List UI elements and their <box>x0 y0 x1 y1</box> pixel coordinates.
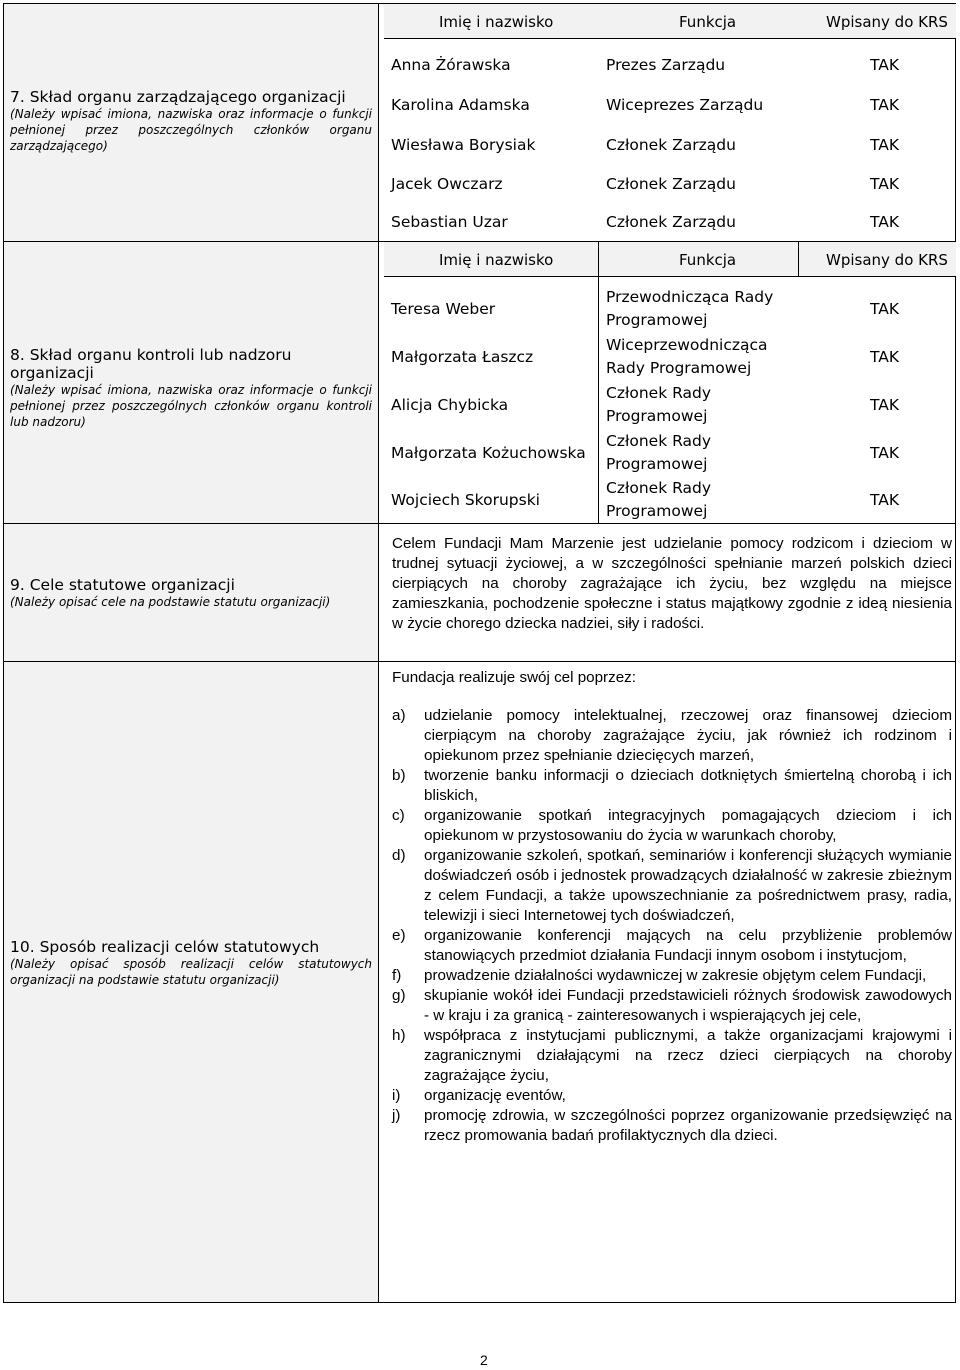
member-function-line1: Członek Rady <box>606 384 712 402</box>
member-krs: TAK <box>870 56 900 74</box>
header-function: Funkcja <box>679 251 737 269</box>
member-name: Anna Żórawska <box>391 56 511 74</box>
list-letter: a) <box>392 707 406 724</box>
member-krs: TAK <box>870 96 900 114</box>
section-7-table-header <box>384 4 956 39</box>
section-7-note: (Należy wpisać imiona, nazwiska oraz informacje o funkcji pełnionej przez poszczególnych członków organu zarządzającego) <box>10 107 372 153</box>
list-text: współpraca z instytucjami publicznymi, a także organizacjami krajowymi i zagranicznymi działającymi na rzecz dzieci cierpiących na choroby zagrażające życiu, <box>424 1027 952 1084</box>
list-letter: h) <box>392 1027 406 1044</box>
member-function-line1: Wiceprzewodnicząca <box>606 336 768 354</box>
section-10-row <box>3 661 956 1303</box>
list-letter: i) <box>392 1087 401 1104</box>
section-10-title: 10. Sposób realizacji celów statutowych <box>10 938 320 956</box>
header-function: Funkcja <box>679 13 737 31</box>
member-function-line2: Programowej <box>606 407 708 425</box>
goals-text: Celem Fundacji Mam Marzenie jest udzielanie pomocy rodzicom i dzieciom w trudnej sytuacji życiowej, a w szczególności spełnianie marzeń polskich dzieci cierpiących na choroby zagrażające ich życiu, bez względu na miejsce zamieszkania, pochodzenie społeczne i status majątkowy zgodnie z ideą niesienia w życie chorego dziecka nadziei, siły i radości. <box>392 535 952 632</box>
section-10-content <box>384 662 956 1302</box>
list-letter: d) <box>392 847 406 864</box>
list-item <box>392 1026 952 1086</box>
list-text: organizowanie spotkań integracyjnych pomagających dzieciom i ich opiekunom w przystosowaniu do życia w warunkach choroby, <box>424 807 952 844</box>
list-text: prowadzenie działalności wydawniczej w zakresie objętym celem Fundacji, <box>424 967 927 984</box>
list-item <box>392 766 952 806</box>
member-name: Sebastian Uzar <box>391 213 508 231</box>
list-item <box>392 846 952 926</box>
list-text: skupianie wokół idei Fundacji przedstawicieli różnych środowisk zawodowych - w kraju i za granicą - zainteresowanych i wspierających jej cele, <box>424 987 952 1024</box>
list-item <box>392 926 952 966</box>
methods-intro: Fundacja realizuje swój cel poprzez: <box>392 669 636 686</box>
list-text: organizowanie szkoleń, spotkań, seminariów i konferencji służących wymianie doświadczeń osób i jednostek prowadzących działalność w zakresie zbieżnym z celem Fundacji, a także upowszechnianie za pośrednictwem prasy, radia, telewizji i sieci Internetowej tych doświadczeń, <box>424 847 952 924</box>
member-function-line2: Programowej <box>606 502 708 520</box>
member-function-line1: Członek Rady <box>606 479 712 497</box>
member-name: Wojciech Skorupski <box>391 491 540 509</box>
member-function-line2: Rady Programowej <box>606 359 752 377</box>
list-item <box>392 986 952 1026</box>
member-krs: TAK <box>870 175 900 193</box>
section-8-table-header <box>384 242 956 277</box>
member-krs: TAK <box>870 348 900 366</box>
member-function-line2: Programowej <box>606 311 708 329</box>
member-krs: TAK <box>870 213 900 231</box>
section-9-title: 9. Cele statutowe organizacji <box>10 576 235 594</box>
section-7-label-cell <box>3 4 379 242</box>
list-item <box>392 1106 952 1146</box>
list-letter: g) <box>392 987 406 1004</box>
list-item <box>392 806 952 846</box>
list-item <box>392 966 952 986</box>
section-10-label-cell <box>3 662 379 1302</box>
header-name: Imię i nazwisko <box>439 13 554 31</box>
section-9-note: (Należy opisać cele na podstawie statutu organizacji) <box>10 595 331 609</box>
list-letter: f) <box>392 967 402 984</box>
list-text: tworzenie banku informacji o dzieciach dotkniętych śmiertelną chorobą i ich bliskich, <box>424 767 952 804</box>
list-letter: j) <box>392 1107 401 1124</box>
list-letter: b) <box>392 767 406 784</box>
section-7-row <box>3 3 956 242</box>
page-number: 2 <box>480 1352 488 1368</box>
member-krs: TAK <box>870 444 900 462</box>
member-name: Wiesława Borysiak <box>391 136 536 154</box>
member-krs: TAK <box>870 396 900 414</box>
methods-list <box>392 706 952 1146</box>
member-krs: TAK <box>870 136 900 154</box>
member-name: Małgorzata Łaszcz <box>391 348 534 366</box>
list-item <box>392 706 952 766</box>
section-8-row <box>3 241 956 524</box>
section-8-label-cell <box>3 242 379 524</box>
section-8-title: 8. Skład organu kontroli lub nadzoru organizacji <box>10 346 292 382</box>
member-name: Małgorzata Kożuchowska <box>391 444 586 462</box>
member-name: Alicja Chybicka <box>391 396 509 414</box>
member-function: Członek Zarządu <box>606 175 736 193</box>
section-9-row <box>3 523 956 662</box>
member-krs: TAK <box>870 491 900 509</box>
member-function: Prezes Zarządu <box>606 56 726 74</box>
column-divider <box>598 242 599 524</box>
list-letter: e) <box>392 927 406 944</box>
section-7-title: 7. Skład organu zarządzającego organizacji <box>10 88 346 106</box>
section-10-note: (Należy opisać sposób realizacji celów statutowych organizacji na podstawie statutu organizacji) <box>10 957 372 987</box>
header-krs: Wpisany do KRS <box>826 13 948 31</box>
member-function-line1: Przewodnicząca Rady <box>606 288 774 306</box>
member-name: Teresa Weber <box>391 300 496 318</box>
member-function: Wiceprezes Zarządu <box>606 96 764 114</box>
member-name: Jacek Owczarz <box>391 175 503 193</box>
member-function: Członek Zarządu <box>606 213 736 231</box>
list-text: udzielanie pomocy intelektualnej, rzeczowej oraz finansowej dzieciom cierpiącym na choroby zagrażające życiu, jak również ich rodzinom i opiekunom przez spełnianie dziecięcych marzeń, <box>424 707 952 764</box>
column-divider <box>798 242 799 276</box>
member-function-line2: Programowej <box>606 455 708 473</box>
section-9-content <box>384 524 956 662</box>
section-8-table <box>384 242 956 524</box>
list-text: organizowanie konferencji mających na celu przybliżenie problemów stanowiących przedmiot działania Fundacji innym osobom i instytucjom, <box>424 927 952 964</box>
section-8-note: (Należy wpisać imiona, nazwiska oraz informacje o funkcji pełnionej przez poszczególnych członków organu kontroli lub nadzoru) <box>10 383 372 429</box>
member-function: Członek Zarządu <box>606 136 736 154</box>
header-krs: Wpisany do KRS <box>826 251 948 269</box>
member-krs: TAK <box>870 300 900 318</box>
member-name: Karolina Adamska <box>391 96 530 114</box>
methods-items <box>392 706 952 1146</box>
list-letter: c) <box>392 807 405 824</box>
section-9-label-cell <box>3 524 379 662</box>
list-item <box>392 1086 952 1106</box>
section-7-table <box>384 4 956 242</box>
member-function-line1: Członek Rady <box>606 432 712 450</box>
header-name: Imię i nazwisko <box>439 251 554 269</box>
list-text: promocję zdrowia, w szczególności poprzez organizowanie przedsięwzięć na rzecz promowania badań profilaktycznych dla dzieci. <box>424 1107 952 1144</box>
list-text: organizację eventów, <box>424 1087 566 1104</box>
